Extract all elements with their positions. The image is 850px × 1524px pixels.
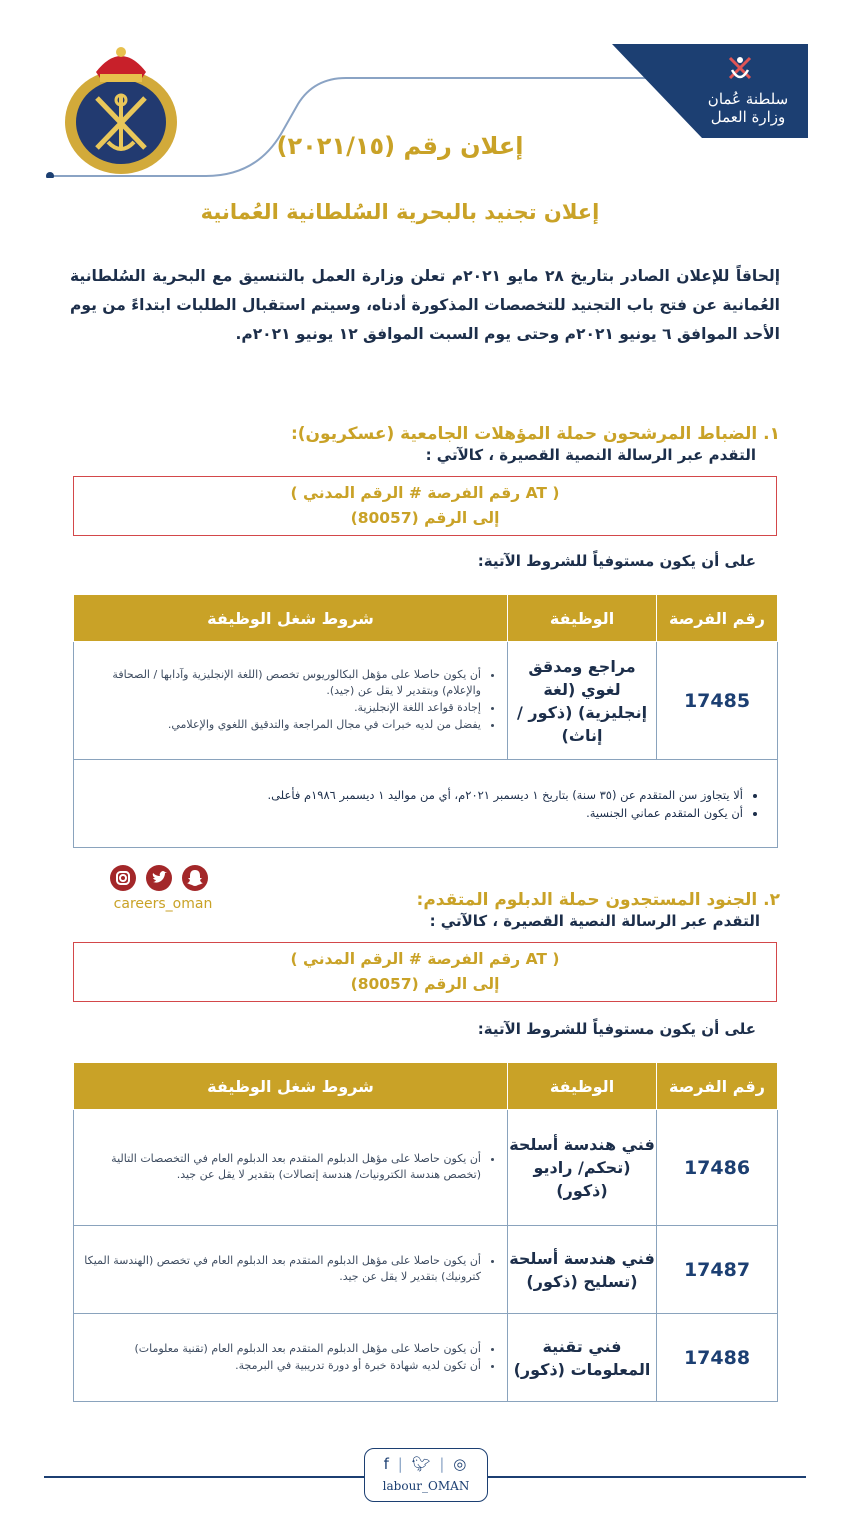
instagram-icon[interactable] [110,865,136,891]
conditions-intro: على أن يكون مستوفياً للشروط الآتية: [477,1020,756,1038]
job-title: فني هندسة أسلحة (تحكم/ راديو (ذكور) [508,1110,657,1226]
sms-format-text: ( رقم الفرصة # الرقم المدني AT ) [290,950,560,968]
job-title: فني هندسة أسلحة (تسليح (ذكور) [508,1226,657,1314]
footer-social-badge: f | 🐦︎ | ◎ labour_OMAN [364,1448,488,1502]
ministry-name-line2: وزارة العمل [710,108,786,126]
social-media-block [106,865,220,915]
condition-item: • أن يكون حاصلا على مؤهل الدبلوم المتقدم بعد الدبلوم العام في التخصصات التالية (تخصص هندسة الكترونيات/ هندسة إتصالات) بتقدير لا يقل عن جيد. [84,1151,481,1183]
section2-title: ٢. الجنود المستجدون حملة الدبلوم المتقدم: [416,890,780,910]
header-job-conditions: شروط شغل الوظيفة [74,595,508,642]
ministry-name-line1: سلطنة عُمان [707,90,789,108]
facebook-icon[interactable]: f [383,1455,391,1473]
condition-item: • أن يكون حاصلا على مؤهل البكالوريوس تخصص (اللغة الإنجليزية وآدابها / الصحافة والإعلام) وبتقدير لا يقل عن (جيد). [84,667,481,699]
opportunity-number: 17485 [657,642,778,760]
job-conditions [74,1110,508,1226]
condition-item: • أن تكون لديه شهادة خبرة أو دورة تدريبية في البرمجة. [84,1358,481,1374]
footer-handle[interactable]: labour_OMAN [382,1479,470,1493]
header-job-title: الوظيفة [508,1063,657,1110]
header-job-title: الوظيفة [508,595,657,642]
section1-subtitle: التقدم عبر الرسالة النصية القصيرة ، كالآتي : [425,446,756,464]
opportunity-number: 17487 [657,1226,778,1314]
condition-item: • يفضل من لديه خبرات في مجال المراجعة والتدقيق اللغوي والإعلامي. [84,717,481,733]
section2-subtitle: التقدم عبر الرسالة النصية القصيرة ، كالآتي : [429,912,760,930]
instagram-icon[interactable]: ◎ [453,1455,469,1473]
condition-item: • إجادة قواعد اللغة الإنجليزية. [84,700,481,716]
table-row [74,1226,778,1314]
general-condition-item: • أن يكون المتقدم عماني الجنسية. [94,804,743,822]
job-conditions [74,1226,508,1314]
jobs-table-2 [73,1062,778,1402]
condition-item: • أن يكون حاصلا على مؤهل الدبلوم المتقدم بعد الدبلوم العام (تقنية معلومات) [84,1341,481,1357]
conditions-intro: على أن يكون مستوفياً للشروط الآتية: [477,552,756,570]
sms-instruction-box [73,942,777,1002]
careers-handle[interactable]: careers_oman [113,896,213,912]
ministry-logo-icon [722,50,758,86]
twitter-icon[interactable]: 🐦︎ [411,1455,433,1473]
header-job-conditions: شروط شغل الوظيفة [74,1063,508,1110]
job-conditions [74,642,508,760]
opportunity-number: 17488 [657,1314,778,1402]
sms-number-text: إلى الرقم (80057) [350,509,500,527]
general-conditions [74,760,778,848]
jobs-table-1 [73,594,778,848]
general-conditions-row [74,760,778,848]
snapchat-icon[interactable] [182,865,208,891]
condition-item: • أن يكون حاصلا على مؤهل الدبلوم المتقدم بعد الدبلوم العام في تخصص (الهندسة الميكا كترونيك) بتقدير لا يقل عن جيد. [84,1253,481,1285]
section1-title: ١. الضباط المرشحون حملة المؤهلات الجامعية (عسكريون): [290,424,780,444]
sms-format-text: ( رقم الفرصة # الرقم المدني AT ) [290,484,560,502]
intro-paragraph: إلحاقاً للإعلان الصادر بتاريخ ٢٨ مايو ٢٠٢١م تعلن وزارة العمل بالتنسيق مع البحرية السُلطانية العُمانية عن فتح باب التجنيد للتخصصات المذكورة أدناه، وسيتم استقبال الطلبات ابتداءً من يوم الأحد الموافق ٦ يونيو ٢٠٢١م وحتى يوم السبت الموافق ١٢ يونيو ٢٠٢١م. [70,267,781,343]
royal-navy-emblem-icon [62,38,180,176]
page-title: إعلان تجنيد بالبحرية السُلطانية العُمانية [200,200,600,224]
announcement-number: إعلان رقم (٢٠٢١/١٥) [276,132,524,160]
job-title: فني تقنية المعلومات (ذكور) [508,1314,657,1402]
sms-instruction-box [73,476,777,536]
table-row [74,1110,778,1226]
general-condition-item: • ألا يتجاوز سن المتقدم عن (٣٥ سنة) بتاريخ ١ ديسمبر ٢٠٢١م، أي من مواليد ١ ديسمبر ١٩٨٦م فأعلى. [94,786,743,804]
table-row [74,642,778,760]
job-conditions [74,1314,508,1402]
ministry-banner [612,44,808,138]
sms-number-text: إلى الرقم (80057) [350,975,500,993]
twitter-icon[interactable] [146,865,172,891]
table-row [74,1314,778,1402]
opportunity-number: 17486 [657,1110,778,1226]
header-opportunity-number: رقم الفرصة [657,1063,778,1110]
job-title: مراجع ومدقق لغوي (لغة إنجليزية) (ذكور / إناث) [508,642,657,760]
header-opportunity-number: رقم الفرصة [657,595,778,642]
